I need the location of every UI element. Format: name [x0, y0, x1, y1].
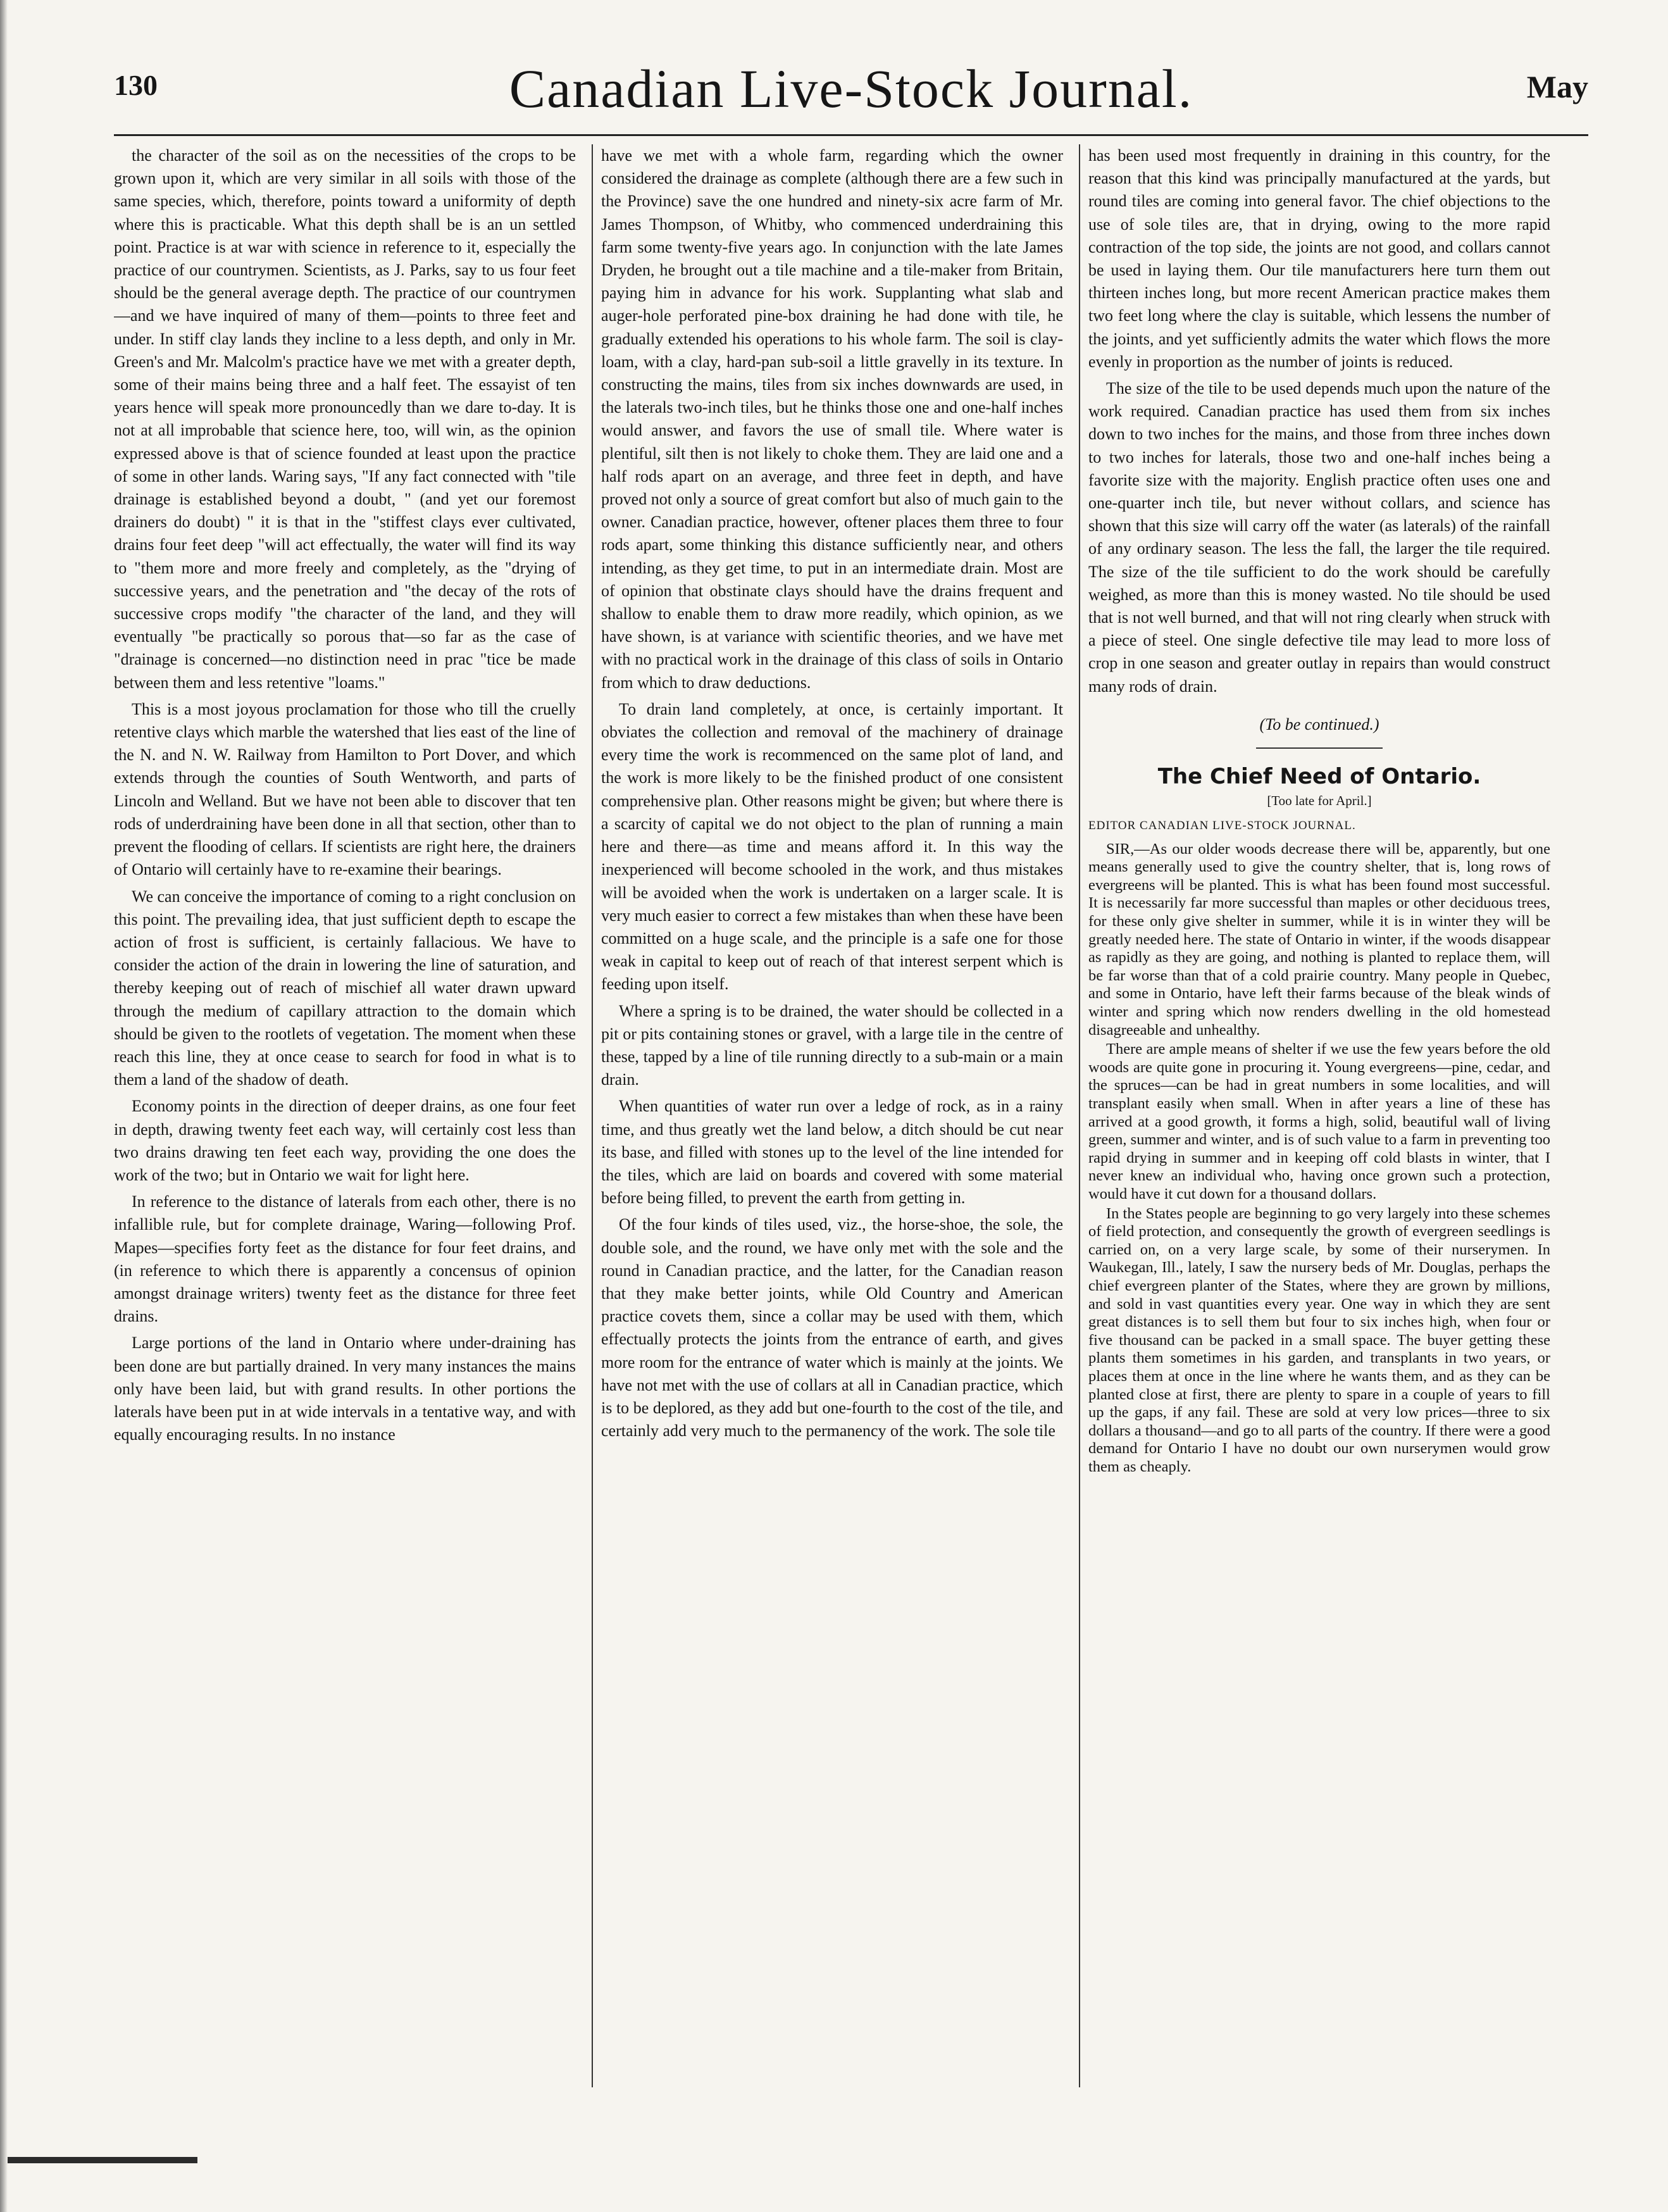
journal-title: Canadian Live-Stock Journal.	[509, 58, 1193, 119]
paragraph: the character of the soil as on the necessities of the crops to be grown upon it, which are very similar in all soils with those of the same species, which, therefore, points toward a uniformity of depth where this is practicable. What this depth shall be is an un settled point. Practice is at war with science in reference to it, especially the practice of our countrymen. Scientists, as J. Parks, say to us four feet should be the general average depth. The practice of our countrymen—and we have inquired of many of them—points to three feet and under. In stiff clay lands they incline to a less depth, and only in Mr. Green's and Mr. Malcolm's practice have we met with a greater depth, some of their mains being three and a half feet. The essayist of ten years hence will speak more pronouncedly than we dare to-day. It is not at all improbable that science here, too, will win, as the opinion expressed above is that of science founded at least upon the practice of some in other lands. Waring says, "If any fact connected with "tile drainage is established beyond a doubt, " (and yet our foremost drainers do doubt) " it is that in the "stiffest clays ever cultivated, drains four feet deep "will act effectually, the water will find its way to "them more and more freely and completely, as the "drying of successive years, and the penetration and "the decay of the rots of successive crops modify "the character of the land, and they will eventually "be practically so porous that—so far as the case of "drainage is concerned—no distinction need in prac "tice be made between them and less retentive "loams."	[114, 146, 576, 692]
page-number: 130	[114, 69, 158, 101]
header-rule	[114, 134, 1588, 136]
paragraph: When quantities of water run over a ledge of rock, as in a rainy time, and thus greatly wet the land below, a ditch should be cut near its base, and filled with stones up to the level of the line intended for the tiles, which are laid on boards and covered with some material before being filled, to prevent the earth from getting in.	[601, 1097, 1063, 1208]
page-header	[114, 57, 1588, 133]
paragraph: In reference to the distance of laterals from each other, there is no infallible rule, but for complete drainage, Waring—following Prof. Mapes—specifies forty feet as the distance for four feet drains, and (in reference to which there is apparently a concensus of opinion amongst drainage writers) twenty feet as the distance for three feet drains.	[114, 1192, 576, 1326]
paragraph: This is a most joyous proclamation for those who till the cruelly retentive clays which marble the watershed that lies east of the line of the N. and N. W. Railway from Hamilton to Port Dover, and which extends through the counties of South Wentworth, and parts of Lincoln and Welland. But we have not been able to discover that ten rods of underdraining have been done in all that section, other than to prevent the flooding of cellars. If scientists are right here, the drainers of Ontario will certainly have to re-examine their bearings.	[114, 699, 576, 879]
paragraph: Of the four kinds of tiles used, viz., the horse-shoe, the sole, the double sole, and the round, we have only met with the sole and the round in Canadian practice, and the latter, for the Canadian reason that they make better joints, while Old Country and American practice covets them, since a collar may be used with them, which effectually protects the joints from the entrance of earth, and gives more room for the entrance of water which is mainly at the joints. We have not met with the use of collars at all in Canadian practice, which is to be deplored, as they add but one-fourth to the cost of the tile, and certainly add very much to the permanency of the work. The sole tile	[601, 1215, 1063, 1440]
paragraph: We can conceive the importance of coming to a right conclusion on this point. The prevailing idea, that just sufficient depth to escape the action of frost is sufficient, is certainly fallacious. We have to consider the action of the drain in lowering the line of saturation, and thereby keeping out of reach of mischief all water drawn upward through the medium of capillary attraction to the domain which should be given to the rootlets of vegetation. The moment when these reach this line, they at once cease to search for food in what is to them a land of the shadow of death.	[114, 887, 576, 1089]
paragraph: have we met with a whole farm, regarding which the owner considered the drainage as complete (although there are a few such in the Province) save the one hundred and ninety-six acre farm of Mr. James Thompson, of Whitby, who commenced underdraining this farm some twenty-five years ago. In conjunction with the late James Dryden, he brought out a tile machine and a tile-maker from Britain, paying him in advance for his work. Supplanting what slab and auger-hole perforated pine-box draining he had done with tile, he gradually extended his operations to his whole farm. The soil is clay-loam, with a clay, hard-pan sub-soil a little gravelly in its texture. In constructing the mains, tiles from six inches downwards are used, in the laterals two-inch tiles, but he thinks those one and one-half inches would answer, and favors the use of small tile. Where water is plentiful, silt then is not likely to choke them. They are laid one and a half rods apart on an average, and three feet in depth, and have proved not only a source of great comfort but also of much gain to the owner. Canadian practice, however, oftener places them three to four rods apart, some thinking this distance sufficiently near, and others intending, as they get time, to put in an intermediate drain. Most are of opinion that obstinate clays should have the drains frequent and shallow to enable them to draw more readily, which opinion, as we have shown, is at variance with scientific theories, and we have met with no practical work in the drainage of this class of soils in Ontario from which to draw deductions.	[601, 146, 1063, 692]
issue-month: May	[1526, 69, 1588, 104]
paragraph: There are ample means of shelter if we use the few years before the old woods are quite gone in procuring it. Young evergreens—pine, cedar, and the spruces—can be had in great numbers in some localities, and will transplant easily when small. When in after years a line of these has arrived at a good growth, it forms a high, solid, beautiful wall of living green, summer and winter, and is of such value to a farm in preventing too rapid drying in summer and in keeping off cold blasts in winter, that I never knew an individual who, having once grown such a protection, would have it cut down for a thousand dollars.	[1088, 1040, 1550, 1203]
article-dateline: EDITOR CANADIAN LIVE-STOCK JOURNAL.	[1088, 819, 1356, 833]
page-bottom-bar	[8, 2157, 197, 2163]
column-3	[1088, 144, 1550, 2087]
paragraph: SIR,—As our older woods decrease there will be, apparently, but one means generally used to give the country shelter, that is, long rows of evergreens will be planted. This is what has been found most successful. It is necessarily far more successful than maples or other deciduous trees, for these only give shelter in summer, while it is in winter they will be greatly needed here. The state of Ontario in winter, if the woods disappear as rapidly as they are going, and nothing is planted to replace them, will be far worse than that of a cold prairie country. Many people in Quebec, and some in Ontario, have left their farms because of the bleak winds of winter and spring which now renders dwelling in the old homestead disagreeable and unhealthy.	[1088, 840, 1550, 1039]
article-note: [Too late for April.]	[1267, 793, 1372, 809]
paragraph: Where a spring is to be drained, the water should be collected in a pit or pits containing stones or gravel, with a large tile in the centre of these, tapped by a line of tile running directly to a sub-main or a main drain.	[601, 1001, 1063, 1089]
continued-note: (To be continued.)	[1259, 715, 1379, 734]
page-binding-edge	[0, 0, 8, 2212]
paragraph: To drain land completely, at once, is certainly important. It obviates the collection and removal of the machinery of drainage every time the work is recommenced on the same plot of land, and the work is more likely to be the finished product of one consistent comprehensive plan. Other reasons might be given; but where there is a scarcity of capital we do not object to the plan of running a main here and there—as time and means afford it. In this way the inexperienced will become schooled in the work, and thus mistakes will be avoided when the work is undertaken on a larger scale. It is very much easier to correct a few mistakes than when these have been committed on a huge scale, and the principle is a safe one for those weak in capital to keep out of reach of that interest serpent which is feeding upon itself.	[601, 699, 1063, 994]
paragraph: has been used most frequently in draining in this country, for the reason that this kind was principally manufactured at the yards, but round tiles are coming into general favor. The chief objections to the use of sole tiles are, that in drying, owing to the more rapid contraction of the top side, the joints are not good, and collars cannot be used in laying them. Our tile manufacturers here turn them out thirteen inches long, but more recent American practice makes them two feet long where the clay is suitable, which lessens the number of the joints, and yet sufficiently admits the water which flows the more evenly in proportion as the number of joints is reduced.	[1088, 146, 1550, 371]
letter-body	[1088, 840, 1550, 1477]
column-divider	[592, 144, 593, 2087]
column-2	[601, 144, 1063, 2087]
column-1	[114, 144, 576, 2087]
section-divider	[1256, 747, 1383, 749]
article-title: The Chief Need of Ontario.	[1157, 764, 1481, 790]
paragraph: In the States people are beginning to go very largely into these schemes of field protection, and consequently the growth of evergreen seedlings is carried on, on a very large scale, by some of their nurserymen. In Waukegan, Ill., lately, I saw the nursery beds of Mr. Douglas, perhaps the chief evergreen planter of the States, where they are grown by millions, and sold in vast quantities every year. One way in which they are sent great distances is to sell them but four to six inches high, when four or five thousand can be packed in a small space. The buyer getting these plants them sometimes in his garden, and transplants in two years, or places them at once in the line where he wants them, and as they can be planted close at first, there are plenty to spare in a couple of years to fill up the gaps, if any fail. These are sold at very low prices—three to six dollars a thousand—and go to all parts of the country. If there were a good demand for Ontario I have no doubt our own nurserymen would grow them as cheaply.	[1088, 1204, 1550, 1475]
paragraph: Economy points in the direction of deeper drains, as one four feet in depth, drawing twenty feet each way, will certainly cost less than two drains drawing ten feet each way, providing the one does the work of the two; but in Ontario we wait for light here.	[114, 1097, 576, 1184]
paragraph: Large portions of the land in Ontario where under-draining has been done are but partially drained. In very many instances the mains only have been laid, but with grand results. In other portions the laterals have been put in at wide intervals in a tentative way, and with equally encouraging results. In no instance	[114, 1334, 576, 1444]
paragraph: The size of the tile to be used depends much upon the nature of the work required. Canadian practice has used them from six inches down to two inches for the mains, and those from three inches down to two inches for laterals, those two and one-half inches being a favorite size with the majority. English practice often uses one and one-quarter inch tile, but never without collars, and science has shown that this size will carry off the water (as laterals) of the rainfall of any ordinary season. The less the fall, the larger the tile required. The size of the tile sufficient to do the work should be carefully weighed, as more than this is money wasted. No tile should be used that is not well burned, and that will not ring clearly when struck with a piece of steel. One single defective tile may lead to more loss of crop in one season and greater outlay in repairs than would construct many rods of drain.	[1088, 379, 1550, 696]
column-divider	[1079, 144, 1080, 2087]
